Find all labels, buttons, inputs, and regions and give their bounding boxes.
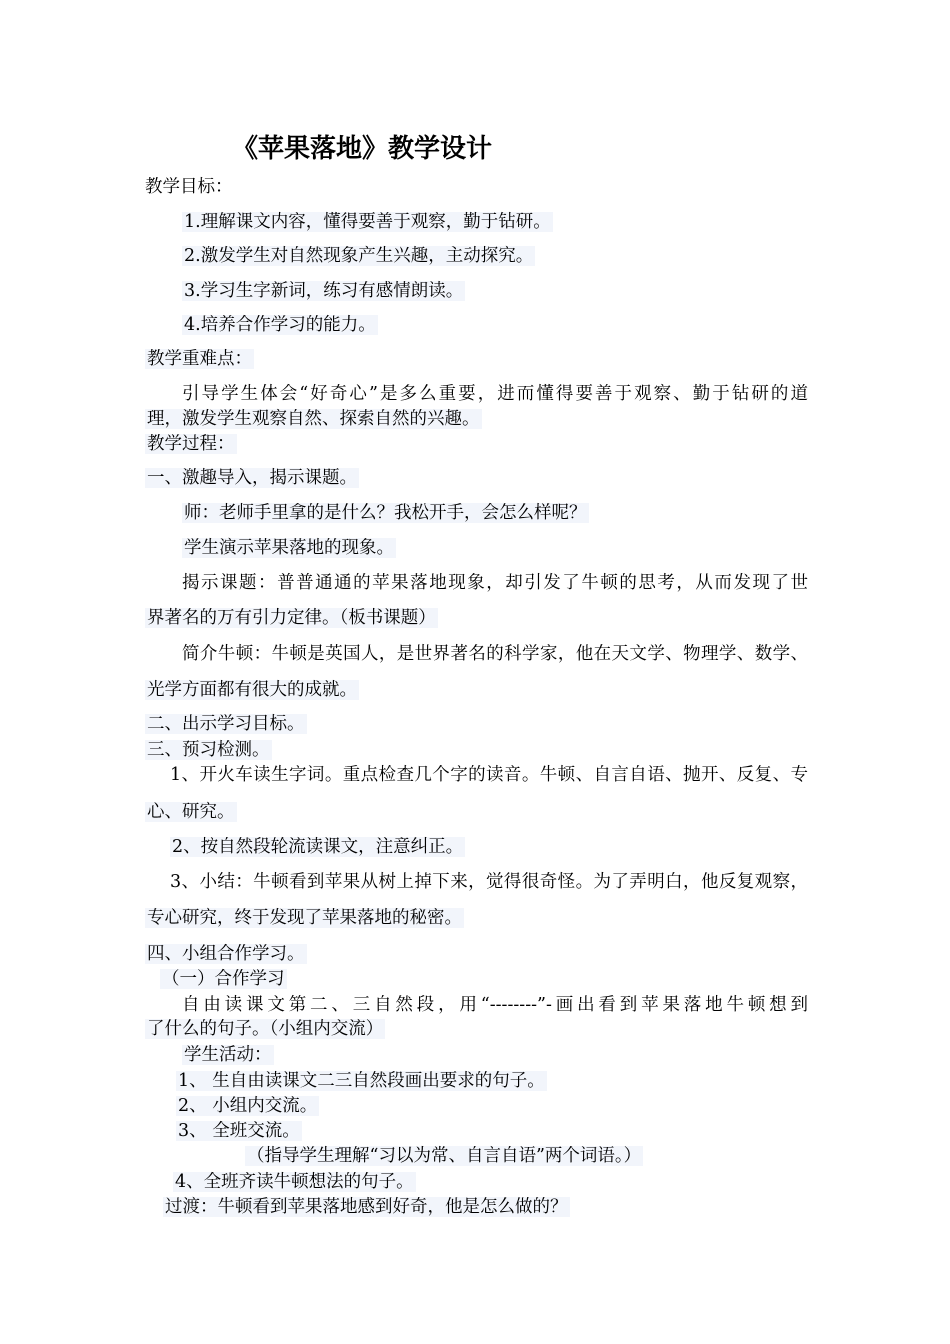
paragraph-line: 专心研究，终于发现了苹果落地的秘密。 xyxy=(147,908,462,928)
document-title: 《苹果落地》教学设计 xyxy=(232,134,493,164)
objectives-heading: 教学目标： xyxy=(145,177,233,197)
paragraph-line: 3、小结：牛顿看到苹果从树上掉下来，觉得很奇怪。为了弄明白，他反复观察， xyxy=(170,872,808,892)
list-item: 3、 全班交流。 xyxy=(178,1121,300,1141)
paragraph-line: 心、研究。 xyxy=(147,802,235,822)
list-item: 2、 小组内交流。 xyxy=(178,1096,318,1116)
transition-line: 过渡：牛顿看到苹果落地感到好奇，他是怎么做的？ xyxy=(165,1197,568,1217)
list-item: 4、全班齐读牛顿想法的句子。 xyxy=(175,1172,414,1192)
paragraph-line: 简介牛顿：牛顿是英国人，是世界著名的科学家，他在天文学、物理学、数学、 xyxy=(182,644,808,664)
objective-item: 2.激发学生对自然现象产生兴趣，主动探究。 xyxy=(184,246,534,266)
objective-item: 3.学习生字新词，练习有感情朗读。 xyxy=(184,281,464,301)
key-points-line: 理，激发学生观察自然、探索自然的兴趣。 xyxy=(147,409,480,429)
subsection-heading: （一）合作学习 xyxy=(162,969,285,989)
paragraph-line: 了什么的句子。（小组内交流） xyxy=(147,1019,384,1039)
section-heading: 一、激趣导入，揭示课题。 xyxy=(147,468,357,488)
paragraph-line: 界著名的万有引力定律。（板书课题） xyxy=(147,608,436,628)
process-heading: 教学过程： xyxy=(147,434,235,454)
list-item-note: （指导学生理解“习以为常、自言自语”两个词语。） xyxy=(247,1146,642,1166)
list-item: 1、 生自由读课文二三自然段画出要求的句子。 xyxy=(178,1071,545,1091)
activity-label: 学生活动： xyxy=(184,1045,272,1065)
paragraph-line: 2、按自然段轮流读课文，注意纠正。 xyxy=(172,837,464,857)
paragraph-line: 师：老师手里拿的是什么？我松开手，会怎么样呢？ xyxy=(184,503,587,523)
key-points-line: 引导学生体会“好奇心”是多么重要，进而懂得要善于观察、勤于钻研的道 xyxy=(182,384,808,404)
section-heading: 三、预习检测。 xyxy=(147,740,270,760)
paragraph-line: 光学方面都有很大的成就。 xyxy=(147,680,357,700)
key-points-heading: 教学重难点： xyxy=(147,349,252,369)
objective-item: 1.理解课文内容，懂得要善于观察，勤于钻研。 xyxy=(184,212,551,232)
section-heading: 二、出示学习目标。 xyxy=(147,714,305,734)
objective-item: 4.培养合作学习的能力。 xyxy=(184,315,376,335)
section-heading: 四、小组合作学习。 xyxy=(147,944,305,964)
paragraph-line: 学生演示苹果落地的现象。 xyxy=(184,538,394,558)
paragraph-line: 揭示课题：普普通通的苹果落地现象，却引发了牛顿的思考，从而发现了世 xyxy=(182,573,808,593)
paragraph-line: 1、开火车读生字词。重点检查几个字的读音。牛顿、自言自语、抛开、反复、专 xyxy=(170,765,808,785)
paragraph-line: 自由读课文第二、三自然段，用“--------”-画出看到苹果落地牛顿想到 xyxy=(182,995,808,1015)
